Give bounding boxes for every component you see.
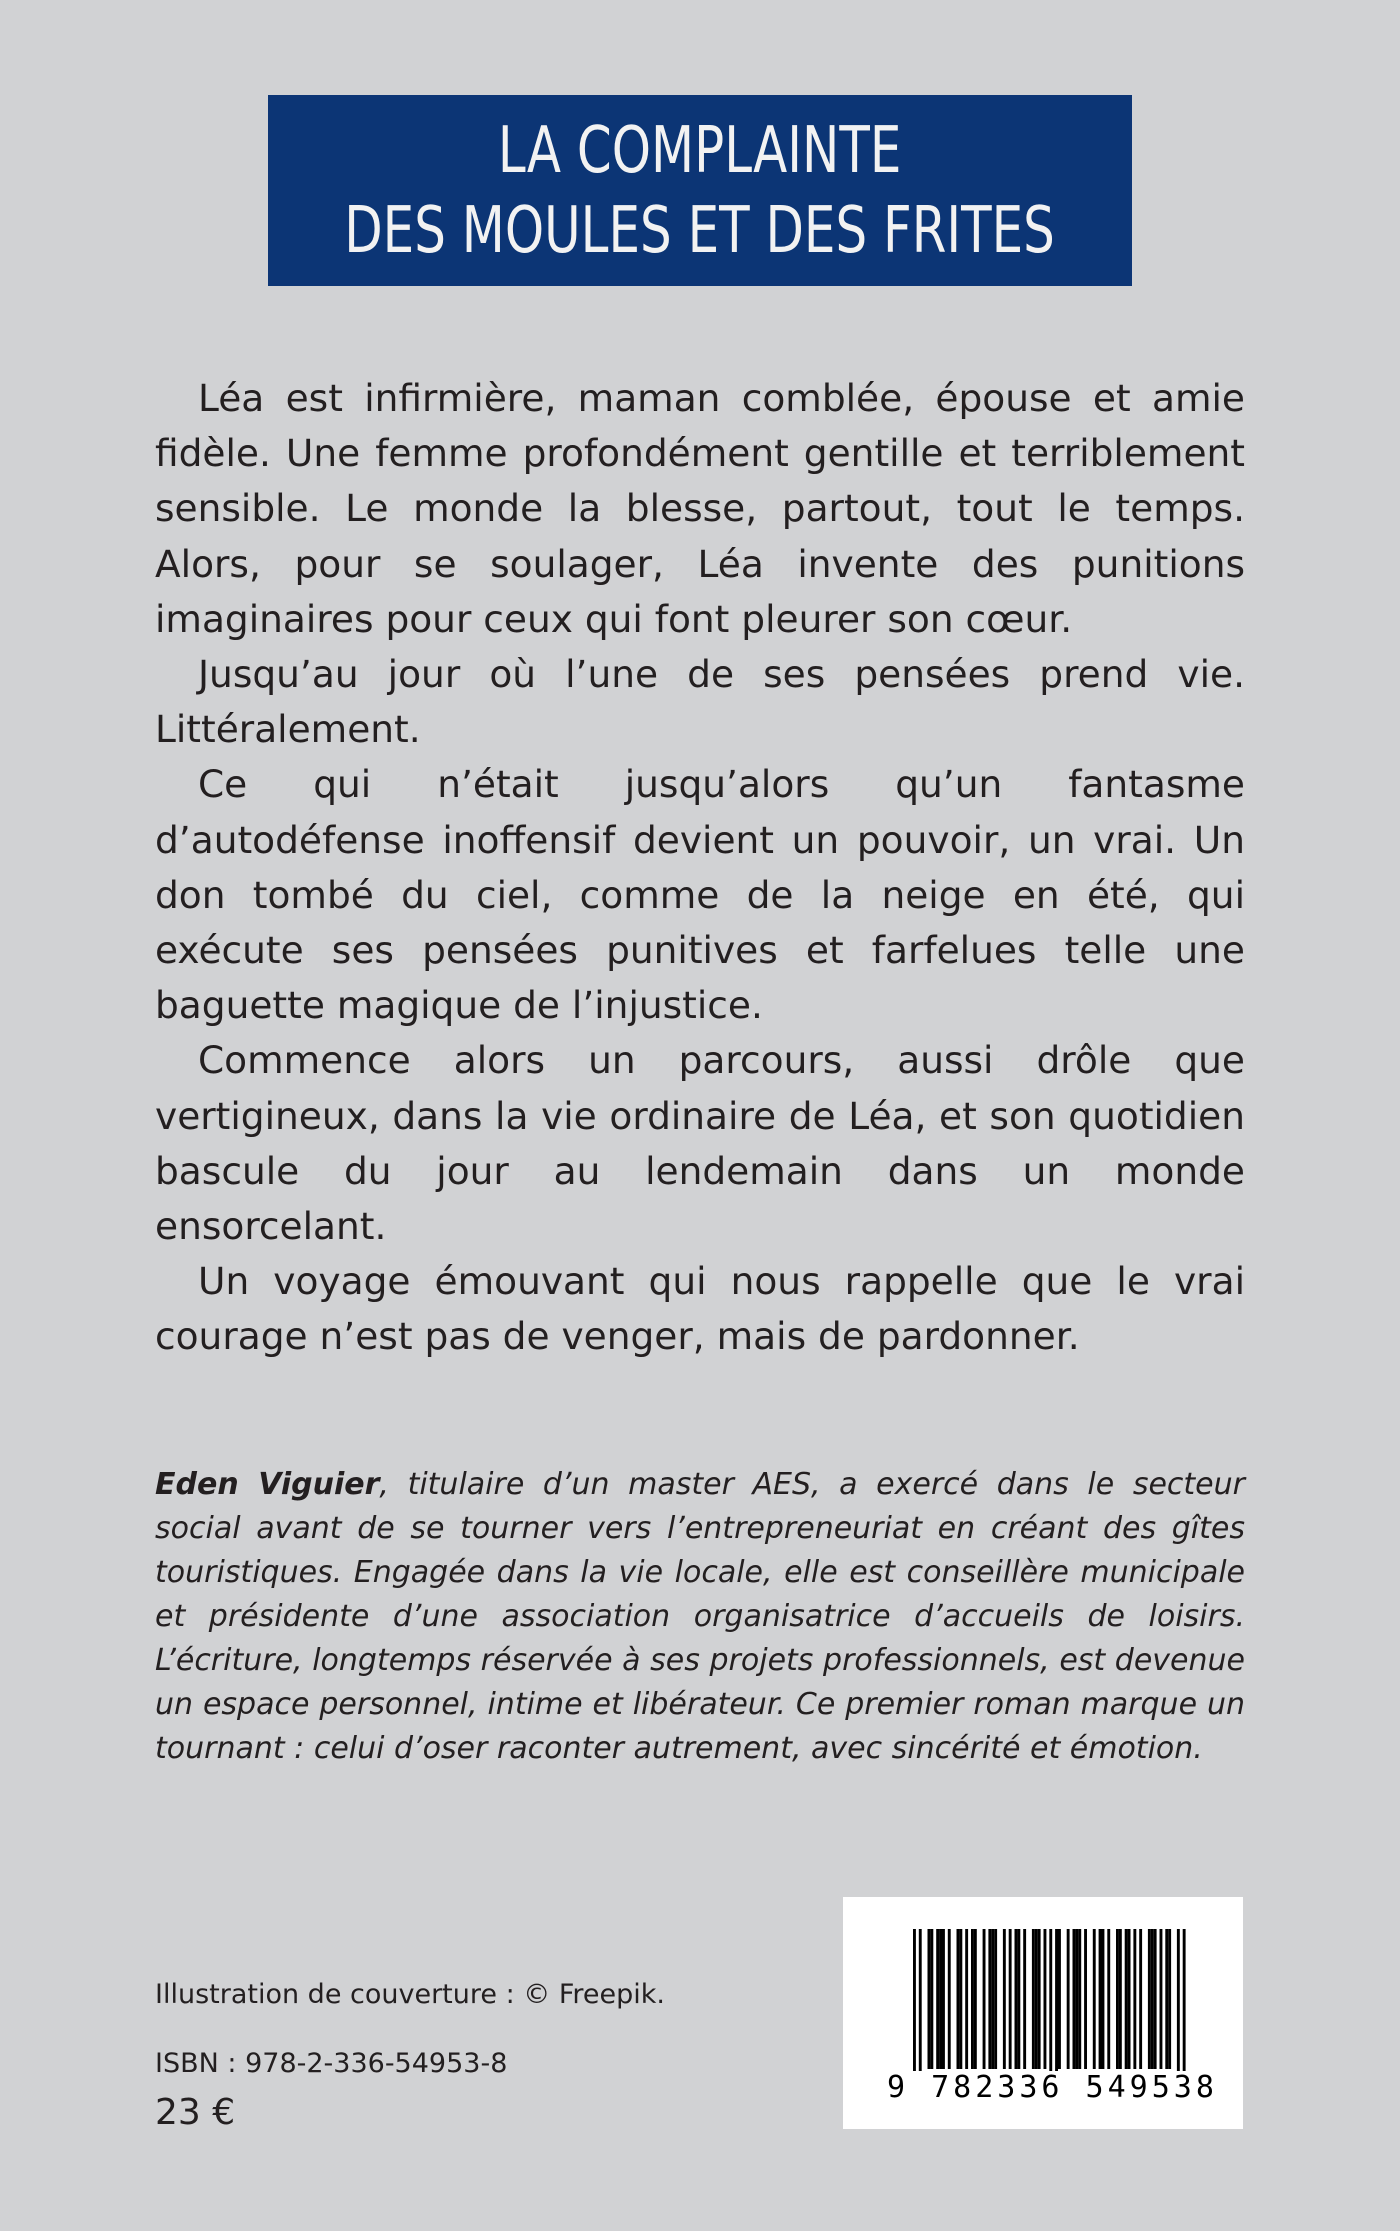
barcode-bar — [994, 1929, 997, 2069]
barcode-bar — [1044, 1929, 1047, 2069]
barcode-bar — [1116, 1929, 1119, 2069]
barcode-bar — [919, 1929, 922, 2089]
barcode-bar — [1151, 1929, 1154, 2069]
blurb-paragraph: Ce qui n’était jusqu’alors qu’un fantasme d’autodéfense inoffensif devient un pouvoir, un vrai. Un don tombé du ciel, comme de la neige en été, qui exécute ses pensées punitives et farfelues telle une baguette magique de l’injustice. — [155, 762, 1245, 1028]
barcode-bar — [1093, 1929, 1096, 2069]
barcode-bar — [928, 1929, 931, 2069]
barcode-bar — [1160, 1929, 1163, 2069]
barcode-bar — [913, 1929, 916, 2089]
barcode-bar — [1032, 1929, 1035, 2069]
barcode-bar — [991, 1929, 994, 2069]
isbn: ISBN : 978-2-336-54953-8 — [155, 2048, 508, 2079]
barcode-bar — [936, 1929, 939, 2069]
barcode-bar — [1058, 1929, 1061, 2069]
barcode-bar — [1055, 1929, 1058, 2089]
barcode-bar — [948, 1929, 951, 2069]
barcode-bar — [1078, 1929, 1081, 2069]
blurb-paragraph: Jusqu’au jour où l’une de ses pensées prend vie. Littéralement. — [155, 652, 1245, 752]
barcode-bar — [1139, 1929, 1142, 2069]
barcode-bar — [1154, 1929, 1157, 2069]
title-banner — [268, 95, 1132, 286]
barcode-bar — [1107, 1929, 1110, 2069]
barcode-bar — [1102, 1929, 1105, 2069]
barcode-bar — [1009, 1929, 1012, 2069]
barcode-bar — [1128, 1929, 1131, 2069]
barcode-bar — [1177, 1929, 1180, 2089]
barcode-bar — [1099, 1929, 1102, 2069]
author-bio — [155, 1463, 1245, 1771]
barcode-bar — [1133, 1929, 1136, 2069]
barcode-bar — [974, 1929, 977, 2069]
barcode-bar — [957, 1929, 960, 2069]
barcode-bar — [1125, 1929, 1128, 2069]
barcode-bar — [1148, 1929, 1151, 2069]
barcode-bar — [983, 1929, 986, 2069]
barcode-bar — [939, 1929, 942, 2069]
barcode-bar — [988, 1929, 991, 2069]
back-cover-blurb — [155, 371, 1245, 1365]
book-title-line-1: LA COMPLAINTE — [498, 113, 902, 188]
barcode-bar — [1073, 1929, 1076, 2069]
barcode-bar — [1084, 1929, 1087, 2069]
blurb-paragraph: Léa est infirmière, maman comblée, épouse et amie fidèle. Une femme profondément gentille et terriblement sensible. Le monde la blesse, partout, tout le temps. Alors, pour se soulager, Léa invente des punitions imaginaires pour ceux qui font pleurer son cœur. — [155, 376, 1245, 641]
blurb-paragraph: Un voyage émouvant qui nous rappelle que le vrai courage n’est pas de venger, mais de pardonner. — [155, 1259, 1245, 1359]
author-name: Eden Viguier — [155, 1467, 380, 1502]
barcode-bar — [1035, 1929, 1038, 2069]
barcode-bar — [1038, 1929, 1041, 2069]
barcode-bar — [1003, 1929, 1006, 2069]
barcode-bar — [1049, 1929, 1052, 2089]
barcode-bar — [1067, 1929, 1070, 2069]
barcode-bar — [971, 1929, 974, 2069]
illustration-credit: Illustration de couverture : © Freepik. — [155, 1979, 665, 2010]
barcode-bar — [965, 1929, 968, 2069]
barcode-bar — [1023, 1929, 1026, 2069]
barcode-bar — [1165, 1929, 1168, 2069]
barcode-bar — [959, 1929, 962, 2069]
barcode-bar — [1119, 1929, 1122, 2069]
barcode-bar — [930, 1929, 933, 2069]
barcode-bar — [1075, 1929, 1078, 2069]
barcode-bar — [1017, 1929, 1020, 2069]
barcode-bar — [1168, 1929, 1171, 2069]
barcode — [843, 1897, 1243, 2129]
author-bio-text: , titulaire d’un master AES, a exercé dans le secteur social avant de se tourner vers l’entrepreneuriat en créant des gîtes touristiques. Engagée dans la vie locale, elle est conseillère municipale et présidente d’une association organisatrice d’accueils de loisirs. L’écriture, longtemps réservée à ses projets professionnels, est devenue un espace personnel, intime et libérateur. Ce premier roman marque un tournant : celui d’oser raconter autrement, avec sincérité et émotion. — [155, 1467, 1245, 1766]
barcode-bar — [1015, 1929, 1018, 2069]
book-title-line-2: DES MOULES ET DES FRITES — [344, 193, 1056, 268]
barcode-bar — [1183, 1929, 1186, 2089]
price: 23 € — [155, 2092, 236, 2133]
blurb-paragraph: Commence alors un parcours, aussi drôle que vertigineux, dans la vie ordinaire de Léa, et son quotidien bascule du jour au lendemain dans un monde ensorcelant. — [155, 1038, 1245, 1249]
barcode-digits: 9 782336 549538 — [883, 2071, 1217, 2105]
barcode-bar — [942, 1929, 945, 2069]
